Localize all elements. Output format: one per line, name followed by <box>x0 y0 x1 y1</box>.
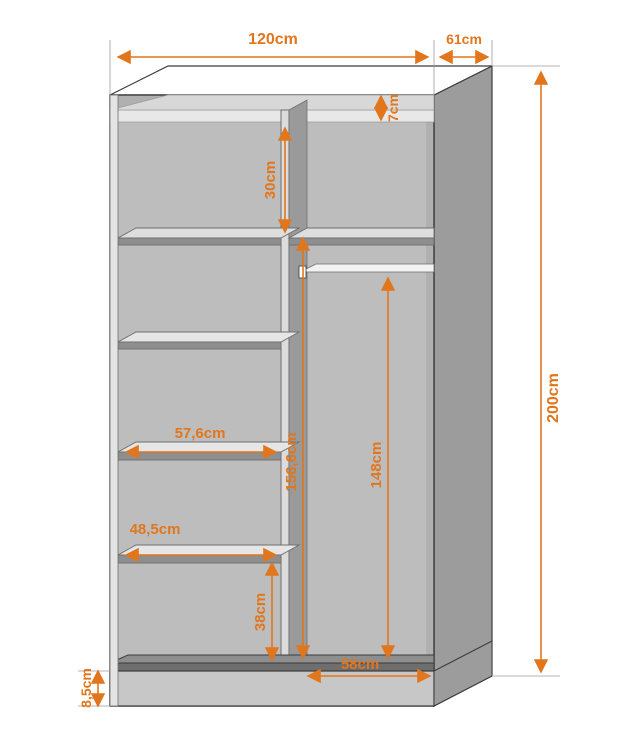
label-plinth-height: 8,5cm <box>78 668 94 708</box>
right-side-panel <box>434 66 492 706</box>
label-top-compartment: 30cm <box>262 160 279 200</box>
label-top-gap: 7cm <box>385 93 401 123</box>
label-depth: 61cm <box>446 31 482 47</box>
shelf-left-3 <box>118 442 299 460</box>
label-shelf-upper: 57,6cm <box>174 425 226 442</box>
wardrobe-body <box>110 66 492 706</box>
shelf-left-2 <box>118 332 299 349</box>
label-base-width: 58cm <box>340 656 380 673</box>
shelf-left-1 <box>118 228 299 245</box>
centre-divider-depth <box>289 100 307 663</box>
label-total-height: 200cm <box>545 373 562 423</box>
label-width-total: 120cm <box>248 31 298 48</box>
label-shelf-lower: 48,5cm <box>129 521 181 538</box>
top-panel <box>110 66 492 95</box>
left-front-edge <box>110 95 118 706</box>
shelf-right-1 <box>289 228 434 245</box>
back-panel-left <box>118 118 285 663</box>
label-bottom-compartment: 38cm <box>252 592 269 632</box>
label-hanging-height: 148cm <box>368 441 385 489</box>
label-left-section-height: 156,6cm <box>283 432 300 492</box>
shelf-left-4 <box>118 545 299 563</box>
